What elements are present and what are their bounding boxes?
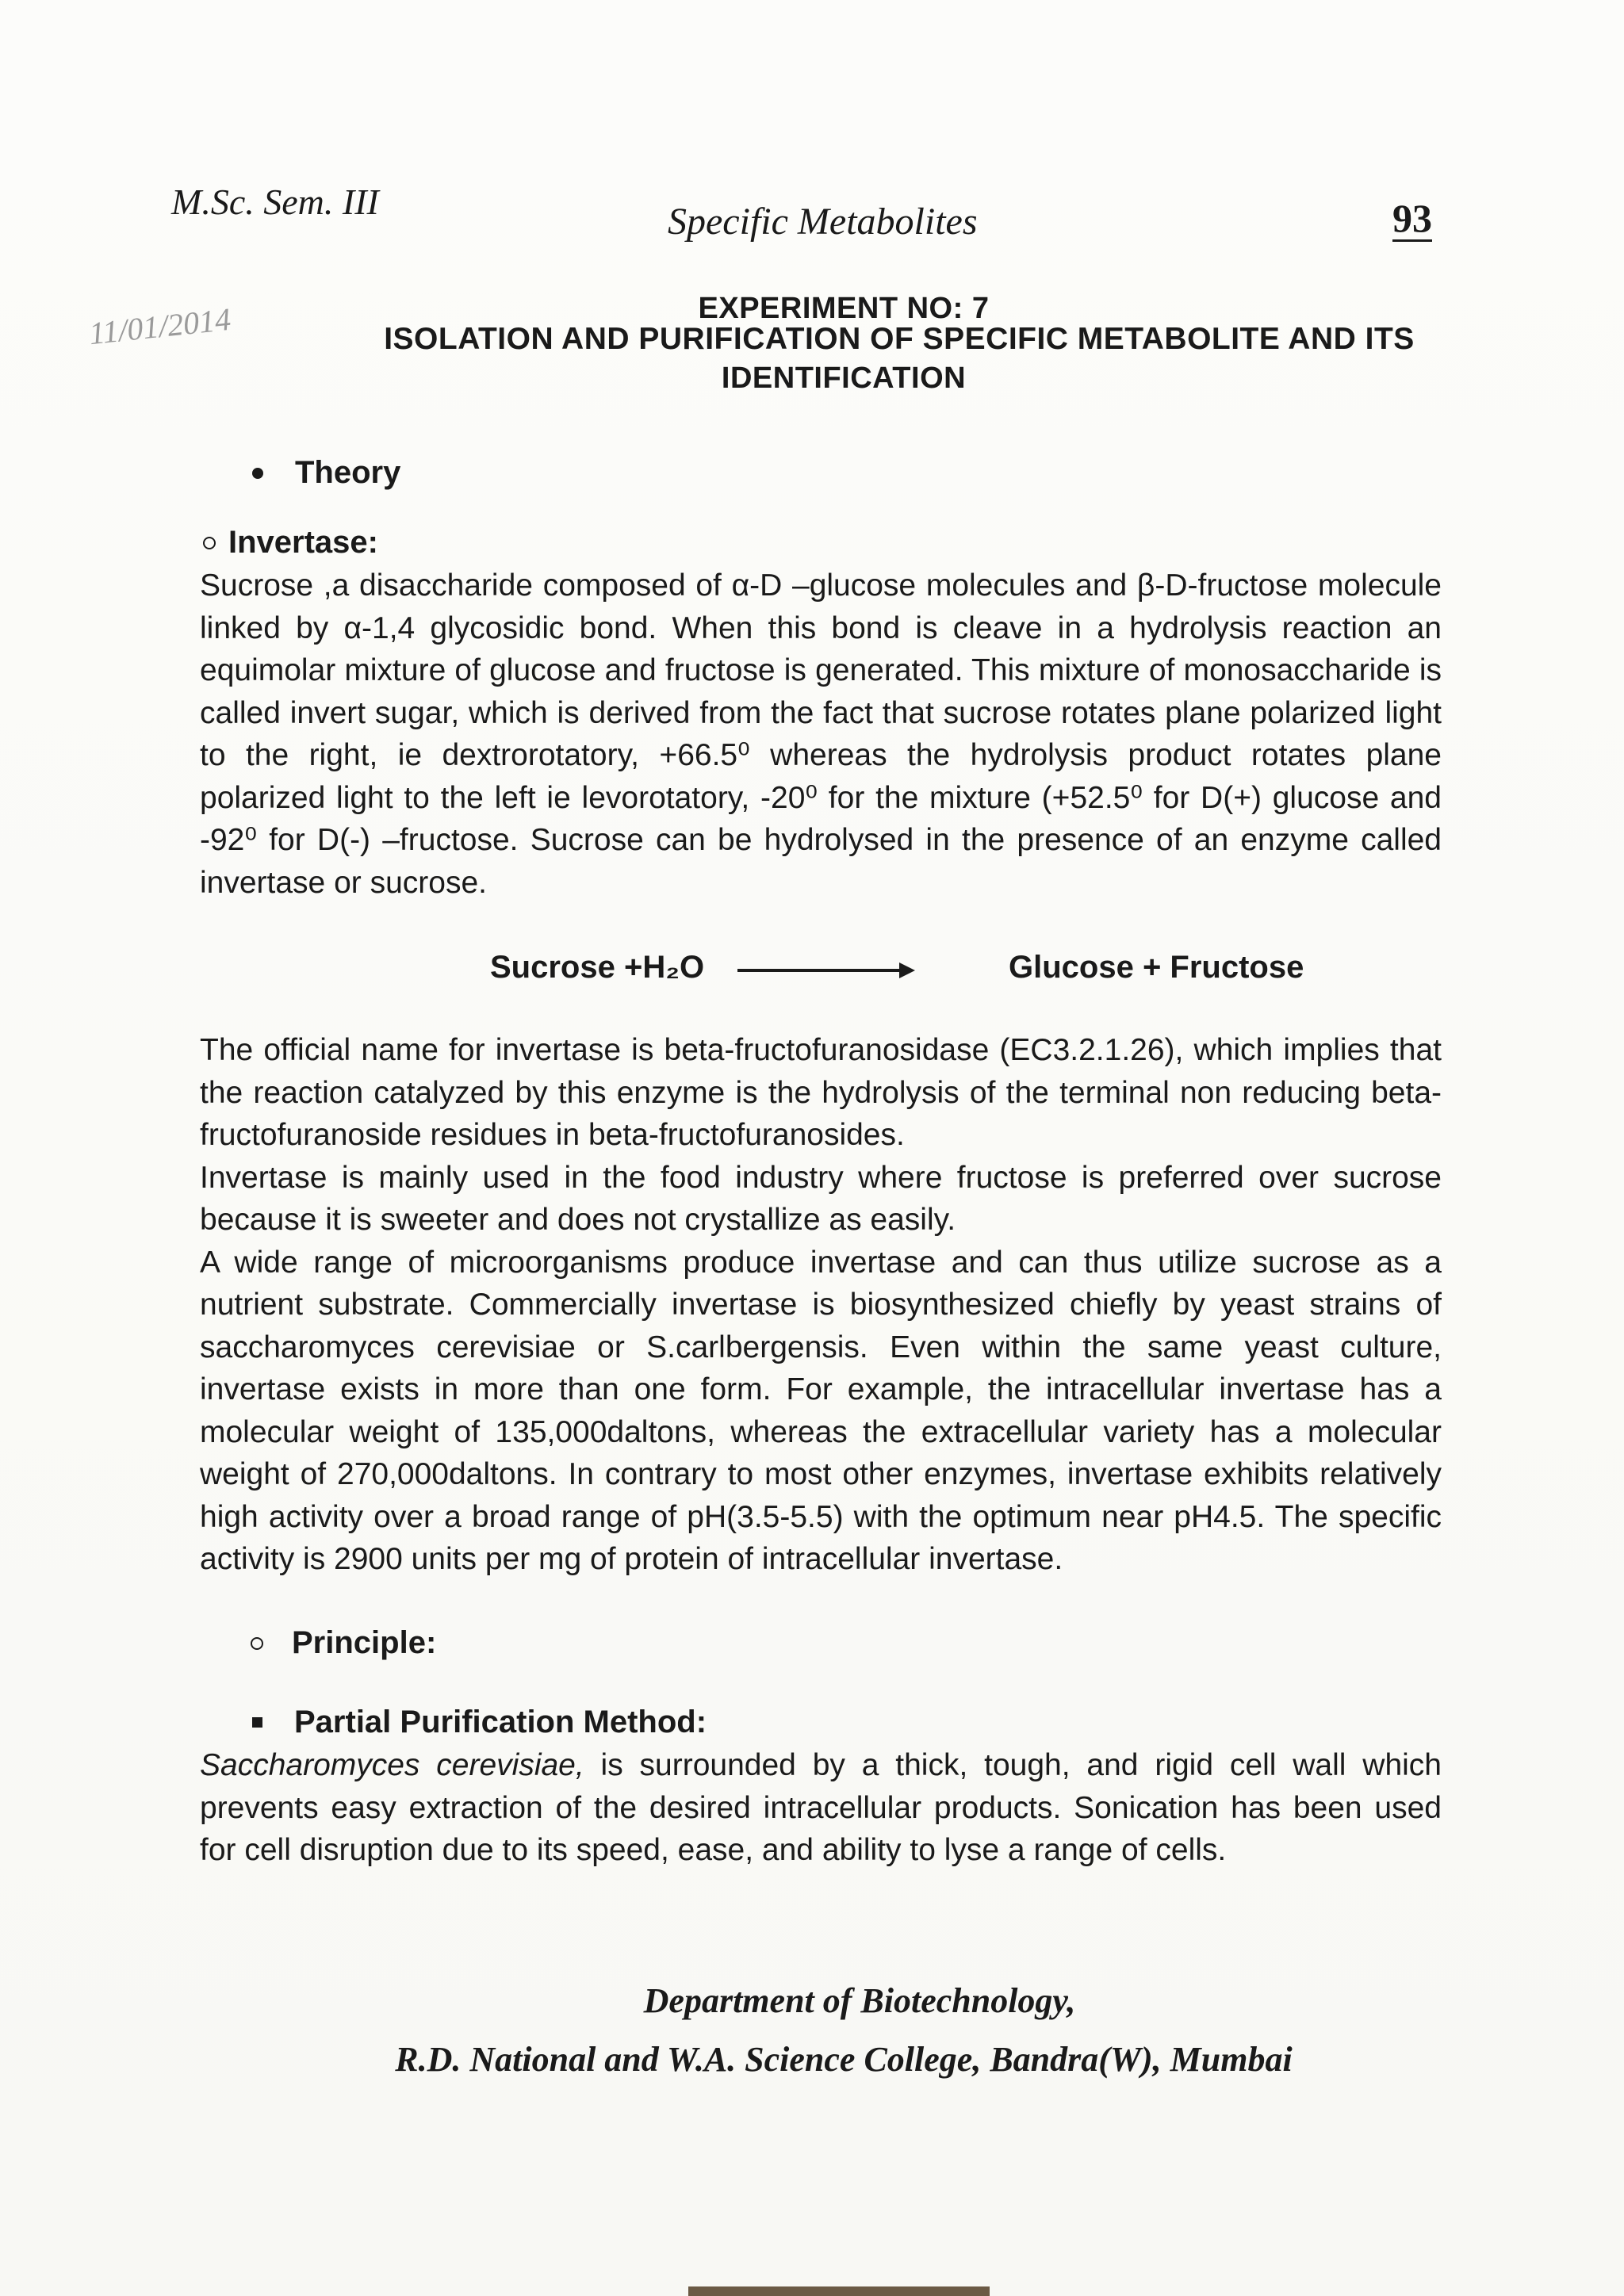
- experiment-title: ISOLATION AND PURIFICATION OF SPECIFIC METABOLITE AND ITS: [384, 322, 1415, 356]
- partial-purification-rest: is surrounded by a thick, tough, and rigid cell wall which prevents easy extraction of the desired intracellular products. Sonication has been used for cell disruption due to its speed, ease, and ability to lyse a range of cells.: [200, 1748, 1442, 1867]
- food-industry-paragraph: Invertase is mainly used in the food industry where fructose is preferred over sucrose because it is sweeter and does not crystallize as easily.: [200, 1160, 1442, 1237]
- partial-purification-paragraph: [200, 1744, 1442, 1872]
- page-edge-strip: [688, 2286, 990, 2296]
- bullet-circle-icon: [203, 537, 216, 549]
- bullet-square-icon: [252, 1717, 262, 1728]
- body-paragraphs: [200, 1029, 1442, 1581]
- principle-label: Principle:: [292, 1625, 437, 1660]
- official-name-paragraph: The official name for invertase is beta-fructofuranosidase (EC3.2.1.26), which implies that the reaction catalyzed by this enzyme is the hydrolysis of the terminal non reducing beta-fructofuranoside residues in beta-fructofuranosides.: [200, 1033, 1442, 1152]
- invertase-label: Invertase:: [228, 525, 378, 560]
- handwritten-date: 11/01/2014: [87, 300, 233, 352]
- theory-heading: [252, 455, 400, 491]
- invertase-heading: [203, 525, 378, 561]
- organism-name: Saccharomyces cerevisiae,: [200, 1748, 584, 1782]
- partial-purification-text: [200, 1744, 1442, 1872]
- bullet-dot-icon: [252, 468, 263, 479]
- principle-heading: [251, 1625, 436, 1661]
- reaction-reactants: Sucrose +H₂O: [490, 950, 705, 985]
- invertase-text: Sucrose ,a disaccharide composed of α-D –glucose molecules and β-D-fructose molecule linked by α-1,4 glycosidic bond. When this bond is cleave in a hydrolysis reaction an equimolar mixture of glucose and fructose is generated. This mixture of monosaccharide is called invert sugar, which is derived from the fact that sucrose rotates plane polarized light to the right, ie dextrorotatory, +66.5⁰ whereas the hydrolysis product rotates plane polarized light to the left ie levorotatory, -20⁰ for the mixture (+52.5⁰ for D(+) glucose and -92⁰ for D(-) –fructose. Sucrose can be hydrolysed in the presence of an enzyme called invertase or sucrose.: [200, 568, 1442, 900]
- partial-purification-label: Partial Purification Method:: [294, 1705, 707, 1739]
- running-title: Specific Metabolites: [668, 201, 978, 243]
- footer-department: Department of Biotechnology,: [643, 1981, 1076, 2020]
- theory-label: Theory: [295, 455, 401, 490]
- partial-purification-heading: [252, 1705, 707, 1740]
- arrow-right-icon: [737, 969, 910, 972]
- page-number: 93: [1392, 196, 1432, 240]
- course-label: M.Sc. Sem. III: [171, 182, 379, 222]
- microorganisms-paragraph: A wide range of microorganisms produce invertase and can thus utilize sucrose as a nutrient substrate. Commercially invertase is biosynthesized chiefly by yeast strains of saccharomyces cerevisiae or S.carlbergensis. Even within the same yeast culture, invertase exists in more than one form. For example, the intracellular invertase has a molecular weight of 135,000daltons, whereas the extracellular variety has a molecular weight of 270,000daltons. In contrary to most other enzymes, invertase exhibits relatively high activity over a broad range of pH(3.5-5.5) with the optimum near pH4.5. The specific activity is 2900 units per mg of protein of intracellular invertase.: [200, 1245, 1442, 1576]
- reaction-products: Glucose + Fructose: [1009, 950, 1304, 985]
- footer-college: R.D. National and W.A. Science College, Bandra(W), Mumbai: [395, 2040, 1293, 2079]
- bullet-circle-icon: [251, 1637, 263, 1650]
- invertase-paragraph: [200, 564, 1442, 904]
- experiment-title-cont: IDENTIFICATION: [721, 362, 967, 395]
- experiment-number: EXPERIMENT NO: 7: [698, 292, 990, 325]
